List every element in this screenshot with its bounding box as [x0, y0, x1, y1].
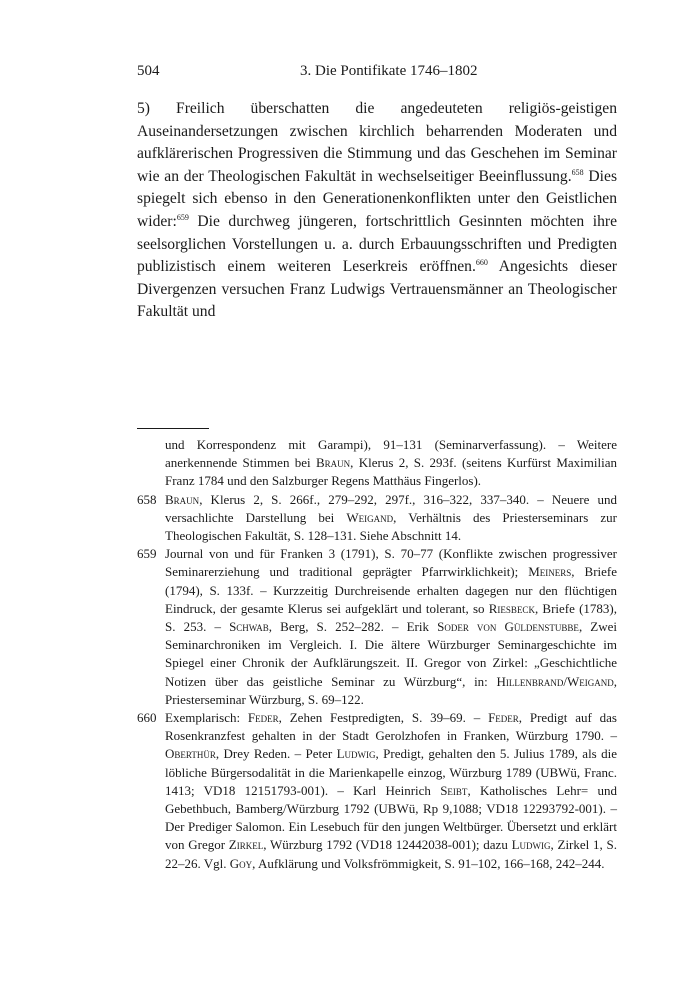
fn-text: , Briefe (1794), S. 133f. – Kurzzeitig Durchreisende erhalten dagegen nur den flüchtigen Eindruck, der gesamte Klerus sei aufgeklärt und tolerant, so — [165, 564, 618, 616]
footnote-number: 658 — [137, 491, 157, 507]
footnote-ref-659: 659 — [176, 212, 189, 222]
author-name: Goy — [229, 855, 253, 871]
body-text-4: Angesichts dieser Divergenzen versuchen Franz Ludwigs Vertrauensmänner an Theologischer Fakultät und — [137, 258, 617, 321]
fn-text: und Korrespondenz mit Garampi), 91–131 (Seminarverfassung). – Weitere anerkennende Stimmen bei — [165, 437, 617, 471]
author-name: Weigand — [346, 509, 394, 525]
author-name: Hillenbrand/Weigand — [496, 673, 614, 689]
footnote-number: 659 — [137, 546, 157, 562]
author-name: Ludwig — [336, 746, 376, 762]
author-name: Riesbeck — [488, 600, 535, 616]
fn-text: , Briefe (1783), S. 253. – — [165, 600, 618, 635]
body-text-1: 5) Freilich überschatten die angedeuteten religiös-geistigen Auseinandersetzungen zwischen kirchlich beharrenden Moderaten und aufklärerischen Progressiven die Stimmung und das Geschehen im Seminar wie an der Theologischen Fakultät in wechselseitiger Beeinflussung. — [137, 100, 617, 185]
author-name: Braun — [315, 455, 351, 471]
fn-text: , Würzburg 1792 (VD18 12442038-001); dazu — [263, 837, 512, 853]
fn-text: , Klerus 2, S. 293f. (seitens Kurfürst Maximilian Franz 1784 und den Salzburger Regens Matthäus Fingerlos). — [165, 455, 617, 489]
footnote-ref-660: 660 — [475, 258, 488, 268]
fn-text: Exemplarisch: — [165, 710, 248, 726]
fn-text: , Verhältnis des Priesterseminars zur Theologischen Fakultät, S. 128–131. Siehe Abschnitt 14. — [165, 509, 617, 544]
author-name: Feder — [247, 710, 279, 726]
author-name: Ludwig — [511, 837, 551, 853]
footnote-ref-658: 658 — [571, 167, 584, 177]
author-name: Schwab — [229, 619, 269, 635]
fn-text: , Zehen Festpredigten, S. 39–69. – — [278, 710, 489, 726]
footnote-658 — [137, 491, 617, 546]
fn-text: , Berg, S. 252–282. – Erik — [268, 619, 438, 635]
fn-text: , Drey Reden. – Peter — [215, 746, 337, 762]
author-name: Seibt — [440, 782, 468, 798]
fn-text: , Predigt auf das Rosenkranzfest gehalten in der Stadt Gerolzhofen in Franken, Würzburg 1790. – — [165, 710, 617, 744]
fn-text: , Predigt, gehalten den 5. Julius 1789, als die löbliche Bürgersodalität in die Marienkapelle einzog, Würzburg 1789 (UBWü, Franc. 1413; VD18 12151793-001). – Karl Heinrich — [165, 746, 617, 798]
author-name: Braun — [165, 491, 200, 507]
fn-text: , Zwei Seminarchroniken im Vergleich. I. Die ältere Würzburger Seminargeschichte im Spiegel einer Chronik der Aufklärungszeit. II. Gregor von Zirkel: „Geschichtliche Notizen über das geistliche Seminar zu Würzburg“, in: — [165, 619, 618, 689]
fn-text: , Klerus 2, S. 266f., 279–292, 297f., 316–322, 337–340. – Neuere und versachlichte Darstellung bei — [165, 491, 617, 525]
page-header — [137, 63, 617, 83]
body-text-2: Dies spiegelt sich ebenso in den Generationenkonflikten unter den Geistlichen wider: — [137, 167, 618, 230]
author-name: Zirkel — [228, 837, 264, 853]
fn-text: , Katholisches Lehr= und Gebethbuch, Bamberg/Würzburg 1792 (UBWü, Rp 9,1088; VD18 12293792-001). – Der Prediger Salomon. Ein Lesebuch für den jungen Weltbürger. Übersetzt und erklärt von Gregor — [165, 782, 617, 853]
fn-text: , Zirkel 1, S. 22–26. Vgl. — [165, 837, 617, 871]
footnote-659 — [137, 545, 617, 709]
author-name: Soder von Güldenstubbe — [437, 619, 579, 635]
fn-text: , Aufklärung und Volksfrömmigkeit, S. 91–102, 166–168, 242–244. — [252, 855, 605, 871]
body-paragraph — [137, 98, 617, 324]
page-number: 504 — [137, 63, 160, 79]
author-name: Meiners — [528, 564, 572, 580]
footnotes — [137, 436, 617, 873]
footnote-660 — [137, 709, 617, 873]
fn-text: , Priesterseminar Würzburg, S. 69–122. — [165, 673, 617, 707]
footnote-continuation — [137, 436, 617, 491]
author-name: Feder — [488, 710, 519, 726]
footnote-separator — [137, 428, 209, 429]
author-name: Oberthür — [165, 746, 216, 762]
running-head: 3. Die Pontifikate 1746–1802 — [300, 63, 478, 79]
body-text-3: Die durchweg jüngeren, fortschrittlich Gesinnten möchten ihre seelsorglichen Vorstellungen u. a. durch Erbauungsschriften und Predigten publizistisch einem weiteren Leserkreis eröffnen. — [137, 212, 617, 276]
footnote-number: 660 — [137, 710, 157, 726]
fn-text: Journal von und für Franken 3 (1791), S. 70–77 (Konflikte zwischen progressiver Seminarerziehung und traditional geprägter Pfarrwirklichkeit); — [165, 546, 617, 580]
